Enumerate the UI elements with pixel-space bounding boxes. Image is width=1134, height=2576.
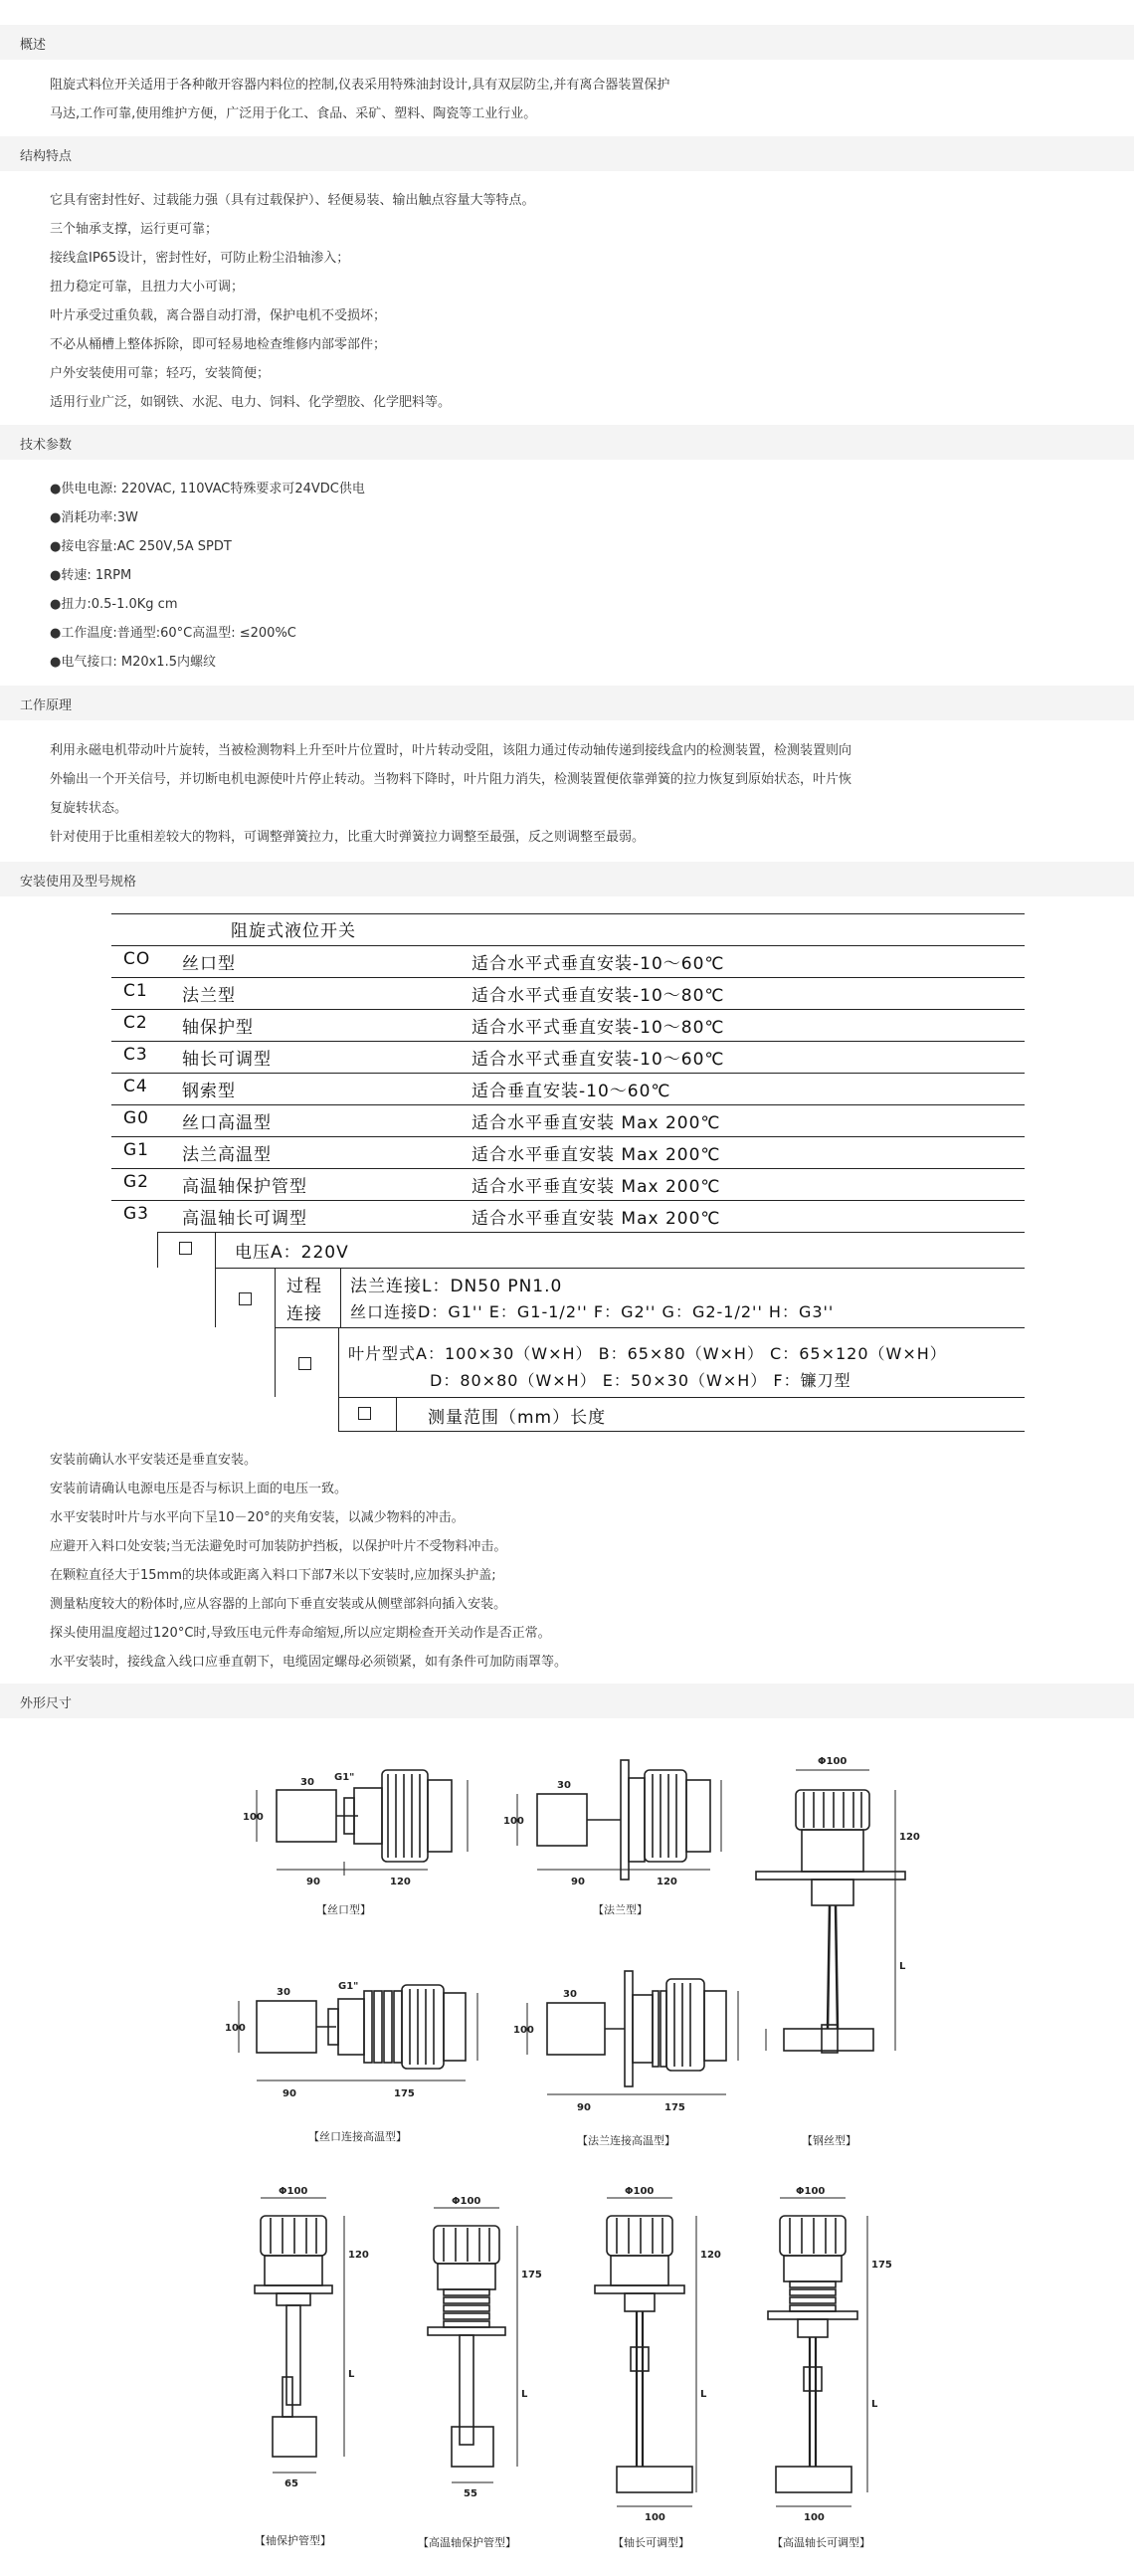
structure-line: 三个轴承支撑，运行更可靠； [50, 222, 219, 237]
drawing-caption: 【轴保护管型】 [255, 2534, 331, 2547]
drawing-high-temp-adjustable-shaft-type [768, 2198, 867, 2506]
dim-label: 175 [664, 2102, 685, 2113]
dim-label: Φ100 [279, 2186, 308, 2197]
drawing-caption: 【高温轴保护管型】 [418, 2536, 516, 2549]
spec-name: 丝口高温型 [182, 1113, 272, 1133]
overview-line: 马达,工作可靠,使用维护方便，广泛用于化工、食品、采矿、塑料、陶瓷等工业行业。 [50, 106, 537, 121]
install-note: 在颗粒直径大于15mm的块体或距离入料口下部7米以下安装时,应加探头护盖; [50, 1568, 496, 1583]
spec-code: C1 [123, 981, 148, 1001]
process-thread: 丝口连接D：G1'' E：G1-1/2'' F：G2'' G：G2-1/2'' H：G3'' [350, 1302, 835, 1321]
drawing-flange-high-temp-type [527, 1971, 738, 2094]
spec-code: G1 [123, 1140, 149, 1160]
dim-label: L [521, 2389, 528, 2400]
dim-label: 100 [243, 1812, 264, 1823]
dim-label: Φ100 [625, 2186, 655, 2197]
tech-line: ●扭力:0.5-1.0Kg cm [50, 597, 178, 612]
drawing-caption: 【法兰连接高温型】 [577, 2134, 675, 2147]
dim-label: 175 [394, 2088, 415, 2099]
spec-name: 高温轴保护管型 [182, 1177, 307, 1197]
blade-type-line: D：80×80（W×H） E：50×30（W×H） F：镰刀型 [430, 1371, 851, 1390]
spec-name: 法兰型 [182, 986, 236, 1006]
spec-code: C4 [123, 1077, 148, 1096]
tech-line: ●电气接口: M20x1.5内螺纹 [50, 655, 216, 670]
tech-line: ●转速: 1RPM [50, 568, 132, 583]
spec-desc: 适合水平式垂直安装-10～80℃ [472, 986, 725, 1006]
section-header-tech [0, 425, 1134, 460]
drawing-caption: 【钢丝型】 [802, 2134, 856, 2147]
structure-line: 适用行业广泛，如钢铁、水泥、电力、饲料、化学塑胶、化学肥料等。 [50, 395, 452, 410]
drawing-adjustable-shaft-type [595, 2198, 696, 2506]
drawing-high-temp-shaft-protector-type [428, 2208, 517, 2482]
process-label: 过程 [286, 1277, 322, 1296]
section-title: 技术参数 [20, 438, 73, 453]
voltage-text: 电压A：220V [235, 1243, 349, 1263]
dim-label: 100 [804, 2512, 825, 2523]
section-header-install [0, 862, 1134, 896]
process-checkbox [239, 1292, 252, 1305]
tech-line: ●工作温度:普通型:60°C高温型: ≤200%C [50, 626, 296, 641]
dim-label: Φ100 [818, 1756, 848, 1767]
section-title: 工作原理 [20, 698, 73, 713]
dim-label: 100 [503, 1816, 524, 1827]
drawing-caption: 【法兰型】 [593, 1903, 648, 1916]
dim-label: 100 [645, 2512, 665, 2523]
structure-line: 户外安装使用可靠；轻巧，安装简便； [50, 366, 271, 381]
dim-label: L [700, 2389, 707, 2400]
dim-label: G1" [334, 1772, 355, 1783]
dim-label: 120 [390, 1877, 411, 1887]
section-title: 安装使用及型号规格 [20, 875, 137, 890]
dim-label: 30 [300, 1777, 314, 1788]
dim-label: 90 [306, 1877, 320, 1887]
spec-name: 轴长可调型 [182, 1050, 272, 1070]
spec-name: 法兰高温型 [182, 1145, 272, 1165]
spec-code: C3 [123, 1045, 148, 1065]
dim-label: 90 [577, 2102, 591, 2113]
spec-title: 阻旋式液位开关 [231, 921, 356, 941]
spec-desc: 适合垂直安装-10～60℃ [472, 1082, 671, 1101]
spec-code: CO [123, 949, 151, 969]
section-title: 结构特点 [20, 149, 73, 164]
drawing-shaft-protector-type [255, 2198, 344, 2473]
section-title: 外形尺寸 [20, 1696, 73, 1711]
structure-line: 它具有密封性好、过载能力强（具有过载保护）、轻便易装、输出触点容量大等特点。 [50, 193, 535, 208]
install-note: 安装前请确认电源电压是否与标识上面的电压一致。 [50, 1482, 348, 1496]
dim-label: 55 [464, 2488, 477, 2499]
outline-drawings-svg [0, 1730, 1134, 2576]
spec-code: G2 [123, 1172, 149, 1192]
tech-line: ●接电容量:AC 250V,5A SPDT [50, 539, 232, 554]
spec-code: G0 [123, 1108, 149, 1128]
principle-line: 外输出一个开关信号，并切断电机电源使叶片停止转动。当物料下降时，叶片阻力消失，检测装置便依靠弹簧的拉力恢复到原始状态，叶片恢 [50, 772, 852, 787]
principle-line: 利用永磁电机带动叶片旋转，当被检测物料上升至叶片位置时，叶片转动受阻，该阻力通过传动轴传递到接线盒内的检测装置，检测装置则向 [50, 743, 852, 758]
drawing-caption: 【轴长可调型】 [613, 2536, 689, 2549]
drawing-thread-high-temp-type [239, 1985, 477, 2081]
spec-desc: 适合水平垂直安装 Max 200℃ [472, 1113, 721, 1133]
install-note: 探头使用温度超过120°C时,导致压电元件寿命缩短,所以应定期检查开关动作是否正常。 [50, 1626, 551, 1641]
range-checkbox [358, 1407, 371, 1420]
dim-label: L [348, 2369, 355, 2380]
blade-type-line: 叶片型式A：100×30（W×H） B：65×80（W×H） C：65×120（W×H） [348, 1344, 947, 1363]
dim-label: 100 [225, 2023, 246, 2034]
dim-label: 30 [557, 1780, 571, 1791]
spec-name: 轴保护型 [182, 1018, 254, 1038]
drawing-caption: 【高温轴长可调型】 [772, 2536, 870, 2549]
structure-line: 接线盒IP65设计，密封性好，可防止粉尘沿轴渗入； [50, 251, 350, 266]
install-note: 安装前确认水平安装还是垂直安装。 [50, 1453, 258, 1468]
dim-label: 120 [348, 2250, 369, 2261]
dim-label: Φ100 [796, 2186, 826, 2197]
dim-label: 65 [284, 2478, 298, 2489]
dim-label: 120 [700, 2250, 721, 2261]
drawing-caption: 【丝口连接高温型】 [308, 2130, 407, 2143]
dim-label: Φ100 [452, 2196, 481, 2207]
spec-name: 丝口型 [182, 954, 236, 974]
process-label: 连接 [286, 1304, 322, 1324]
spec-desc: 适合水平垂直安装 Max 200℃ [472, 1145, 721, 1165]
spec-code: C2 [123, 1013, 148, 1033]
structure-line: 不必从桶槽上整体拆除，即可轻易地检查维修内部零部件； [50, 337, 387, 352]
spec-desc: 适合水平垂直安装 Max 200℃ [472, 1209, 721, 1229]
structure-line: 扭力稳定可靠，且扭力大小可调； [50, 280, 245, 295]
install-note: 水平安装时，接线盒入线口应垂直朝下，电缆固定螺母必须锁紧，如有条件可加防雨罩等。 [50, 1655, 568, 1670]
drawing-wire-rope-type [756, 1770, 905, 2053]
tech-line: ●供电电源: 220VAC, 110VAC特殊要求可24VDC供电 [50, 482, 365, 496]
spec-desc: 适合水平式垂直安装-10～60℃ [472, 1050, 725, 1070]
range-text: 测量范围（mm）长度 [428, 1408, 607, 1428]
dim-label: 120 [899, 1832, 920, 1843]
dim-label: L [899, 1961, 906, 1972]
dim-label: G1" [338, 1981, 359, 1992]
install-note: 测量粘度较大的粉体时,应从容器的上部向下垂直安装或从侧壁部斜向插入安装。 [50, 1597, 507, 1612]
drawing-thread-type [257, 1770, 468, 1876]
drawing-caption: 【丝口型】 [316, 1903, 371, 1916]
overview-line: 阻旋式料位开关适用于各种敞开容器内料位的控制,仪表采用特殊油封设计,具有双层防尘,并有离合器装置保护 [50, 78, 670, 93]
dim-label: 175 [871, 2260, 892, 2271]
spec-desc: 适合水平式垂直安装-10～80℃ [472, 1018, 725, 1038]
section-title: 概述 [20, 38, 47, 53]
section-header-overview [0, 25, 1134, 60]
dim-label: 120 [657, 1877, 677, 1887]
install-note: 应避开入料口处安装;当无法避免时可加装防护挡板，以保护叶片不受物料冲击。 [50, 1539, 507, 1554]
dim-label: 90 [283, 2088, 296, 2099]
voltage-checkbox [179, 1242, 192, 1255]
principle-line: 针对使用于比重相差较大的物料，可调整弹簧拉力，比重大时弹簧拉力调整至最强，反之则调整至最弱。 [50, 830, 646, 845]
principle-line: 复旋转状态。 [50, 801, 128, 816]
spec-desc: 适合水平式垂直安装-10～60℃ [472, 954, 725, 974]
spec-name: 钢索型 [182, 1082, 236, 1101]
dim-label: 90 [571, 1877, 585, 1887]
structure-line: 叶片承受过重负载，离合器自动打滑，保护电机不受损坏； [50, 308, 387, 323]
dim-label: 100 [513, 2025, 534, 2036]
blade-checkbox [298, 1357, 311, 1370]
spec-name: 高温轴长可调型 [182, 1209, 307, 1229]
install-note: 水平安装时叶片与水平向下呈10－20°的夹角安装，以减少物料的冲击。 [50, 1510, 465, 1525]
tech-line: ●消耗功率:3W [50, 510, 138, 525]
dim-label: 30 [277, 1987, 290, 1998]
dim-label: 30 [563, 1989, 577, 2000]
dim-label: L [871, 2399, 878, 2410]
spec-code: G3 [123, 1204, 149, 1224]
section-header-structure [0, 136, 1134, 171]
section-header-principle [0, 686, 1134, 720]
process-flange: 法兰连接L：DN50 PN1.0 [350, 1277, 563, 1296]
dim-label: 175 [521, 2270, 542, 2280]
spec-desc: 适合水平垂直安装 Max 200℃ [472, 1177, 721, 1197]
section-header-dimensions [0, 1684, 1134, 1718]
drawing-flange-type [517, 1760, 721, 1880]
